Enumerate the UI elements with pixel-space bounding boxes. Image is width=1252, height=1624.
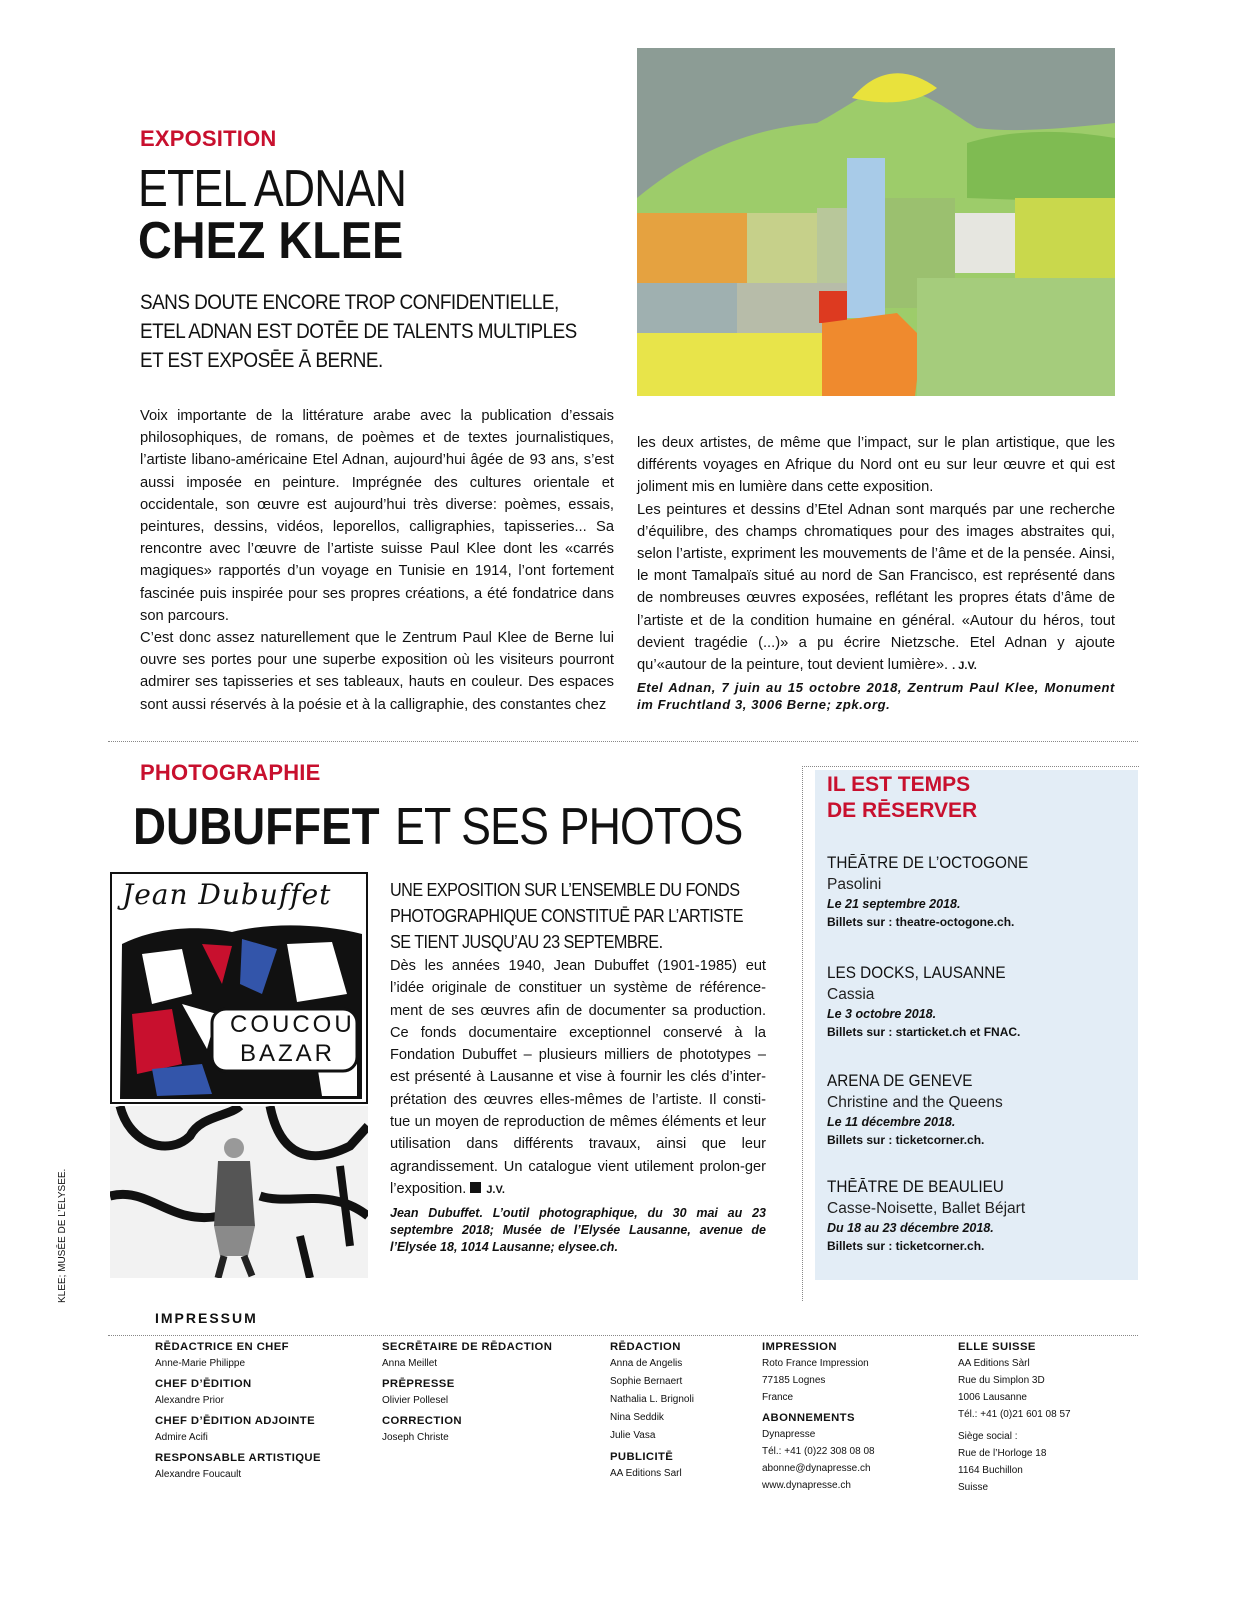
- article1-column2: [637, 432, 1115, 713]
- event-venue: ARENA DE GENEVE: [827, 1071, 973, 1090]
- painting-orange-shape: [822, 313, 922, 396]
- event-date: Du 18 au 23 décembre 2018.: [827, 1221, 994, 1235]
- photo-credit: KLEE; MUSĒE DE L’ELYSEE.: [57, 1168, 68, 1303]
- role-heading: RĒDACTRICE EN CHEF: [155, 1341, 289, 1353]
- person-coat: [214, 1226, 255, 1256]
- author-signature: . J.V.: [952, 660, 977, 673]
- title-bold: DUBUFFET: [133, 798, 380, 856]
- role-name: Roto France Impression: [762, 1358, 869, 1369]
- role-heading: CORRECTION: [382, 1415, 462, 1427]
- role-name: Dynapresse: [762, 1429, 816, 1440]
- article-title-line1: ETEL ADNAN: [138, 160, 407, 218]
- paragraph-text: Les peintures et dessins d’Etel Adnan sont marqués par une recherche d’équilibre, des champs chromatiques pour des images abstraites qui, selon l’artiste, expriment les mouvements de l’âme et de la pensée. Ainsi, le mont Tamalpaïs situé au nord de San Francisco, est représenté dans de nombreuses œuvres exposées, reflétant les propres états d’âme de l’artiste et de la condition humaine en général. «Autour du héros, tout devient tragédie (...)» a pu écrire Nietzsche. Etel Adnan y ajoute qu’«autour de la peinture, tout devient lumière».: [637, 501, 1115, 674]
- box-title-line: IL EST TEMPS: [827, 773, 971, 796]
- address-line: Rue du Simplon 3D: [958, 1375, 1045, 1386]
- section-kicker-exposition: EXPOSITION: [140, 126, 277, 151]
- painting-image: [637, 48, 1115, 396]
- role-heading: CHEF D’ĒDITION: [155, 1378, 252, 1390]
- poster-text-coucou: COUCOU: [230, 1011, 355, 1038]
- deck-line: ETEL ADNAN EST DOTĒE DE TALENTS MULTIPLES: [140, 319, 577, 343]
- impressum-column: [762, 1340, 875, 1494]
- event-show: Cassia: [827, 986, 875, 1003]
- poster-text-bazar: BAZAR: [240, 1040, 336, 1067]
- event-tickets: Billets sur : theatre-octogone.ch.: [827, 915, 1015, 929]
- title-thin: ET SES PHOTOS: [395, 798, 743, 856]
- role-name: Alexandre Prior: [155, 1395, 224, 1406]
- painting-block: [747, 213, 817, 283]
- address-line: AA Editions Sàrl: [958, 1358, 1030, 1369]
- painting-blue-block: [847, 158, 885, 318]
- exhibition-credit: Jean Dubuffet. L’outil photographique, du 30 mai au 23 septembre 2018; Musée de l’Elysée Lausanne, avenue de l’Elysée 18, 1014 Lausanne; elysee.ch.: [390, 1206, 766, 1255]
- role-heading: SECRĒTAIRE DE RĒDACTION: [382, 1341, 553, 1353]
- role-heading: CHEF D’ĒDITION ADJOINTE: [155, 1415, 316, 1427]
- impressum-column: [382, 1340, 552, 1446]
- role-heading: PUBLICITĒ: [610, 1451, 674, 1463]
- painting-green-field: [967, 132, 1115, 203]
- end-mark-icon: [470, 1182, 481, 1193]
- address-line: Tél.: +41 (0)21 601 08 57: [958, 1409, 1071, 1420]
- event-show: Pasolini: [827, 876, 882, 893]
- author-signature: J.V.: [486, 1183, 505, 1196]
- role-heading: ABONNEMENTS: [762, 1412, 855, 1424]
- impressum-title: IMPRESSUM: [155, 1310, 258, 1326]
- address-line: 1006 Lausanne: [958, 1392, 1027, 1403]
- event-venue: THĒĀTRE DE L’OCTOGONE: [827, 853, 1029, 872]
- role-name: Olivier Pollesel: [382, 1395, 449, 1406]
- role-name: Anna Meillet: [382, 1358, 438, 1369]
- impressum-column: [155, 1340, 321, 1483]
- dubuffet-photo-image: [110, 1106, 368, 1278]
- role-name: Alexandre Foucault: [155, 1469, 242, 1480]
- event-tickets: Billets sur : starticket.ch et FNAC.: [827, 1025, 1021, 1039]
- event-tickets: Billets sur : ticketcorner.ch.: [827, 1239, 985, 1253]
- paragraph: [390, 955, 766, 1201]
- paragraph: Voix importante de la littérature arabe avec la publication d’essais philosophiques, de romans, de poèmes et de textes journalistiques, l’artiste libano-américaine Etel Adnan, aujourd’hui âgée de 93 ans, s’est aussi imposée en peinture. Imprégnée des cultures orientale et occidentale, son œuvre est aujourd’hui très diverse: poèmes, essais, peintures, dessins, vidéos, leporellos, calligraphies, tapisseries... Sa rencontre avec l’œuvre de l’artiste suisse Paul Klee dont les «carrés magiques» rapportés d’un voyage en Tunisie en 1914, l’ont fortement fascinée puis inspirée pour ses propres créations, a été fondatrice dans son parcours.: [140, 408, 614, 624]
- role-name: Anne-Marie Philippe: [155, 1358, 246, 1369]
- role-name: France: [762, 1392, 794, 1403]
- event-item: [827, 1070, 1003, 1149]
- role-name: Julie Vasa: [610, 1430, 656, 1441]
- person-body: [214, 1161, 255, 1226]
- website-link[interactable]: www.dynapresse.ch: [762, 1480, 851, 1491]
- role-heading: IMPRESSION: [762, 1341, 837, 1353]
- article-deck: [140, 288, 636, 375]
- paragraph: C’est donc assez naturellement que le Zentrum Paul Klee de Berne lui ouvre ses portes pour une superbe exposition où les visiteurs pourront admirer ses tapisseries et ses tableaux, hauts en couleur. Des espaces sont aussi réservés à la poésie et à la calligraphie, des constantes chez: [140, 630, 614, 713]
- event-show: Casse-Noisette, Ballet Béjart: [827, 1200, 1026, 1217]
- event-show: Christine and the Queens: [827, 1094, 1003, 1111]
- painting-yellow-green-block: [1015, 198, 1115, 288]
- role-name: 77185 Lognes: [762, 1375, 826, 1386]
- address-line: Suisse: [958, 1482, 989, 1493]
- paragraph: [637, 499, 1115, 678]
- article-title-line2: CHEZ KLEE: [138, 212, 404, 270]
- event-date: Le 21 septembre 2018.: [827, 897, 961, 911]
- role-heading: RĒDACTION: [610, 1341, 681, 1353]
- event-tickets: Billets sur : ticketcorner.ch.: [827, 1133, 985, 1147]
- exhibition-credit: Etel Adnan, 7 juin au 15 octobre 2018, Zentrum Paul Klee, Monument im Fruchtland 3, 3006 Berne; zpk.org.: [637, 680, 1115, 713]
- painting-grey-block: [637, 283, 737, 333]
- address-line: 1164 Buchillon: [958, 1465, 1023, 1476]
- person-head: [224, 1138, 244, 1158]
- article2-title: [133, 800, 799, 854]
- impressum-column: [958, 1340, 1071, 1496]
- painting-block: [817, 208, 847, 288]
- article2-body: [390, 955, 766, 1256]
- role-name: Tél.: +41 (0)22 308 08 08: [762, 1446, 875, 1457]
- poster-figure: [152, 1064, 212, 1096]
- event-venue: LES DOCKS, LAUSANNE: [827, 963, 1006, 982]
- role-name: Nina Seddik: [610, 1412, 664, 1423]
- article2-deck: [390, 877, 782, 955]
- painting-yellow-block: [637, 333, 822, 396]
- event-date: Le 11 décembre 2018.: [827, 1115, 956, 1129]
- reservation-box: [815, 770, 1138, 1280]
- deck-line: UNE EXPOSITION SUR L’ENSEMBLE DU FONDS: [390, 880, 740, 900]
- role-name: AA Editions Sarl: [610, 1468, 682, 1479]
- role-name: Joseph Christe: [382, 1432, 449, 1443]
- painting-green-block: [917, 278, 1115, 396]
- paragraph-text: Dès les années 1940, Jean Dubuffet (1901-1985) eut l’idée originale de constituer un système de référence-ment de ses œuvres afin de documenter sa production. Ce fonds documentaire exceptionnel conservé à la Fondation Dubuffet – plusieurs milliers de phototypes – est présenté à Lausanne et vise à fournir les clés d’inter-prétation des œuvres elles-mêmes de l’artiste. Il consti-tue un moyen de reproduction de mêmes éléments et leur utilisation dans différents travaux, ainsi que leur agrandissement. Un catalogue vient utilement prolon-ger l’exposition.: [390, 958, 766, 1197]
- role-name: Sophie Bernaert: [610, 1376, 683, 1387]
- event-venue: THĒĀTRE DE BEAULIEU: [827, 1177, 1004, 1196]
- role-heading: RESPONSABLE ARTISTIQUE: [155, 1452, 321, 1464]
- box-title: [827, 772, 977, 824]
- section-divider: [108, 1335, 1138, 1336]
- deck-line: SE TIENT JUSQU’AU 23 SEPTEMBRE.: [390, 932, 663, 952]
- event-item: [827, 1176, 1025, 1255]
- role-heading: ELLE SUISSE: [958, 1341, 1036, 1353]
- painting-red-square: [819, 291, 847, 323]
- address-line: Siège social :: [958, 1431, 1018, 1442]
- deck-line: ET EST EXPOSĒE Ā BERNE.: [140, 348, 383, 372]
- article1-column1: [140, 405, 614, 716]
- role-name: Nathalia L. Brignoli: [610, 1394, 694, 1405]
- role-heading: PRĒPRESSE: [382, 1378, 455, 1390]
- poster-signature-text: Jean Dubuffet: [122, 878, 332, 911]
- impressum-column: [610, 1340, 694, 1482]
- event-item: [827, 962, 1025, 1041]
- event-item: [827, 852, 1051, 931]
- box-title-line: DE RĒSERVER: [827, 799, 978, 822]
- role-name: Anna de Angelis: [610, 1358, 683, 1369]
- address-line: Rue de l’Horloge 18: [958, 1448, 1047, 1459]
- email-link[interactable]: abonne@dynapresse.ch: [762, 1463, 871, 1474]
- painting-orange-block: [637, 213, 747, 283]
- event-date: Le 3 octobre 2018.: [827, 1007, 937, 1021]
- deck-line: PHOTOGRAPHIQUE CONSTITUĒ PAR L’ARTISTE: [390, 906, 744, 926]
- role-name: Admire Acifi: [155, 1432, 208, 1443]
- painting-white-block: [955, 213, 1015, 273]
- deck-line: SANS DOUTE ENCORE TROP CONFIDENTIELLE,: [140, 290, 559, 314]
- section-kicker-photographie: PHOTOGRAPHIE: [140, 760, 321, 785]
- dubuffet-poster-image: [110, 872, 368, 1104]
- paragraph: les deux artistes, de même que l’impact, sur le plan artistique, que les différents voyages en Afrique du Nord ont eu sur leur œuvre et qui est joliment mis en lumière dans cette exposition.: [637, 435, 1115, 496]
- section-divider: [108, 741, 1138, 742]
